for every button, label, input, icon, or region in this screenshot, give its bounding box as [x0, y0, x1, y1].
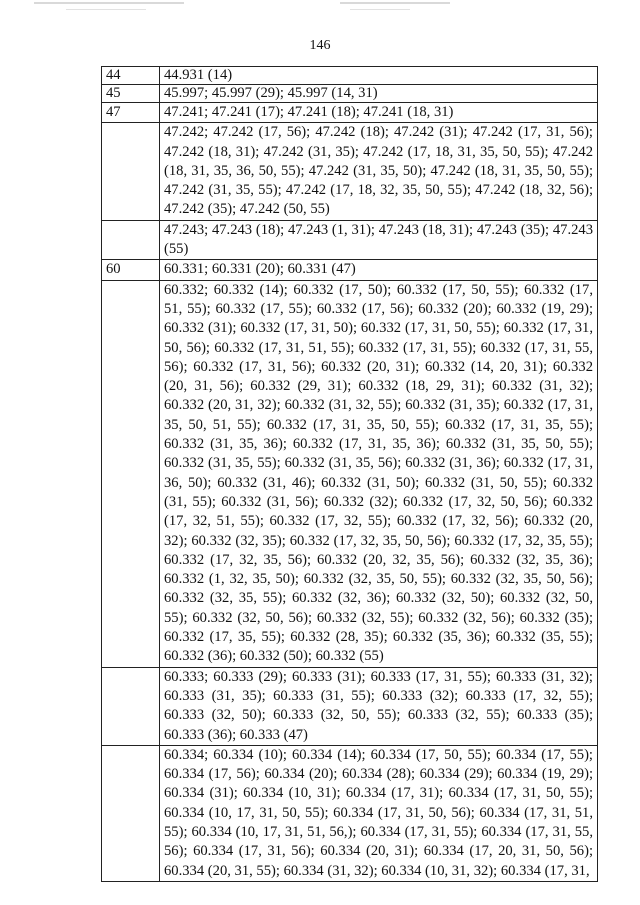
- group-number: 45: [102, 85, 160, 103]
- group-number: [102, 745, 160, 881]
- scan-artifact: [340, 2, 450, 4]
- scan-artifact: [66, 9, 146, 10]
- group-number: [102, 220, 160, 260]
- code-list: 45.997; 45.997 (29); 45.997 (14, 31): [160, 85, 598, 103]
- scan-artifact: [350, 9, 410, 10]
- page-number: 146: [309, 38, 331, 53]
- scan-artifact: [34, 2, 184, 4]
- group-number: [102, 123, 160, 220]
- table-row: [102, 667, 598, 745]
- table-row: [102, 123, 598, 220]
- code-list: 60.332; 60.332 (14); 60.332 (17, 50); 60.332 (17, 50, 55); 60.332 (17, 51, 55); 60.332 (17, 55); 60.332 (17, 56); 60.332 (20); 60.332 (19, 29); 60.332 (31); 60.332 (17, 31, 50); 60.332 (17, 31, 50, 55); 60.332 (17, 31, 50, 56); 60.332 (17, 31, 51, 55); 60.332 (17, 31, 55); 60.332 (17, 31, 55, 56); 60.332 (17, 31, 56); 60.332 (20, 31); 60.332 (14, 20, 31); 60.332 (20, 31, 56); 60.332 (29, 31); 60.332 (18, 29, 31); 60.332 (31, 32); 60.332 (20, 31, 32); 60.332 (31, 32, 55); 60.332 (31, 35); 60.332 (17, 31, 35, 50, 51, 55); 60.332 (17, 31, 35, 50, 55); 60.332 (17, 31, 35, 55); 60.332 (31, 35, 36); 60.332 (17, 31, 35, 36); 60.332 (31, 35, 50, 55); 60.332 (31, 35, 55); 60.332 (31, 35, 56); 60.332 (31, 36); 60.332 (17, 31, 36, 50); 60.332 (31, 46); 60.332 (31, 50); 60.332 (31, 50, 55); 60.332 (31, 55); 60.332 (31, 56); 60.332 (32); 60.332 (17, 32, 50, 56); 60.332 (17, 32, 51, 55); 60.332 (17, 32, 55); 60.332 (17, 32, 56); 60.332 (20, 32); 60.332 (32, 35); 60.332 (17, 32, 35, 50, 56); 60.332 (17, 32, 35, 55); 60.332 (17, 32, 35, 56); 60.332 (20, 32, 35, 56); 60.332 (32, 35, 36); 60.332 (1, 32, 35, 50); 60.332 (32, 35, 50, 55); 60.332 (32, 35, 50, 56); 60.332 (32, 35, 55); 60.332 (32, 36); 60.332 (32, 50); 60.332 (32, 50, 55); 60.332 (32, 50, 56); 60.332 (32, 55); 60.332 (32, 56); 60.332 (35); 60.332 (17, 35, 55); 60.332 (28, 35); 60.332 (35, 36); 60.332 (35, 55); 60.332 (36); 60.332 (50); 60.332 (55): [160, 280, 598, 667]
- table-row: [102, 220, 598, 260]
- table-row: [102, 260, 598, 280]
- code-list: 44.931 (14): [160, 67, 598, 85]
- code-list: 60.331; 60.331 (20); 60.331 (47): [160, 260, 598, 280]
- table-row: [102, 745, 598, 881]
- code-list: 60.334; 60.334 (10); 60.334 (14); 60.334 (17, 50, 55); 60.334 (17, 55); 60.334 (17, 56); 60.334 (20); 60.334 (28); 60.334 (29); 60.334 (19, 29); 60.334 (31); 60.334 (10, 31); 60.334 (17, 31); 60.334 (17, 31, 50, 55); 60.334 (10, 17, 31, 50, 55); 60.334 (17, 31, 50, 56); 60.334 (17, 31, 51, 55); 60.334 (10, 17, 31, 51, 56,); 60.334 (17, 31, 55); 60.334 (17, 31, 55, 56); 60.334 (17, 31, 56); 60.334 (20, 31); 60.334 (17, 20, 31, 50, 56); 60.334 (20, 31, 55); 60.334 (31, 32); 60.334 (10, 31, 32); 60.334 (17, 31,: [160, 745, 598, 881]
- table-row: [102, 67, 598, 85]
- codes-table: [101, 66, 598, 882]
- code-list: 47.243; 47.243 (18); 47.243 (1, 31); 47.243 (18, 31); 47.243 (35); 47.243 (55): [160, 220, 598, 260]
- code-list: 47.241; 47.241 (17); 47.241 (18); 47.241 (18, 31): [160, 103, 598, 123]
- group-number: 47: [102, 103, 160, 123]
- table-row: [102, 85, 598, 103]
- code-list: 60.333; 60.333 (29); 60.333 (31); 60.333 (17, 31, 55); 60.333 (31, 32); 60.333 (31, 35); 60.333 (31, 55); 60.333 (32); 60.333 (17, 32, 55); 60.333 (32, 50); 60.333 (32, 50, 55); 60.333 (32, 55); 60.333 (35); 60.333 (36); 60.333 (47): [160, 667, 598, 745]
- table-row: [102, 280, 598, 667]
- group-number: [102, 667, 160, 745]
- group-number: [102, 280, 160, 667]
- code-list: 47.242; 47.242 (17, 56); 47.242 (18); 47.242 (31); 47.242 (17, 31, 56); 47.242 (18, 31); 47.242 (31, 35); 47.242 (17, 18, 31, 35, 50, 55); 47.242 (18, 31, 35, 36, 50, 55); 47.242 (31, 35, 50); 47.242 (18, 31, 35, 50, 55); 47.242 (31, 35, 55); 47.242 (17, 18, 32, 35, 50, 55); 47.242 (18, 32, 56); 47.242 (35); 47.242 (50, 55): [160, 123, 598, 220]
- group-number: 44: [102, 67, 160, 85]
- group-number: 60: [102, 260, 160, 280]
- table-row: [102, 103, 598, 123]
